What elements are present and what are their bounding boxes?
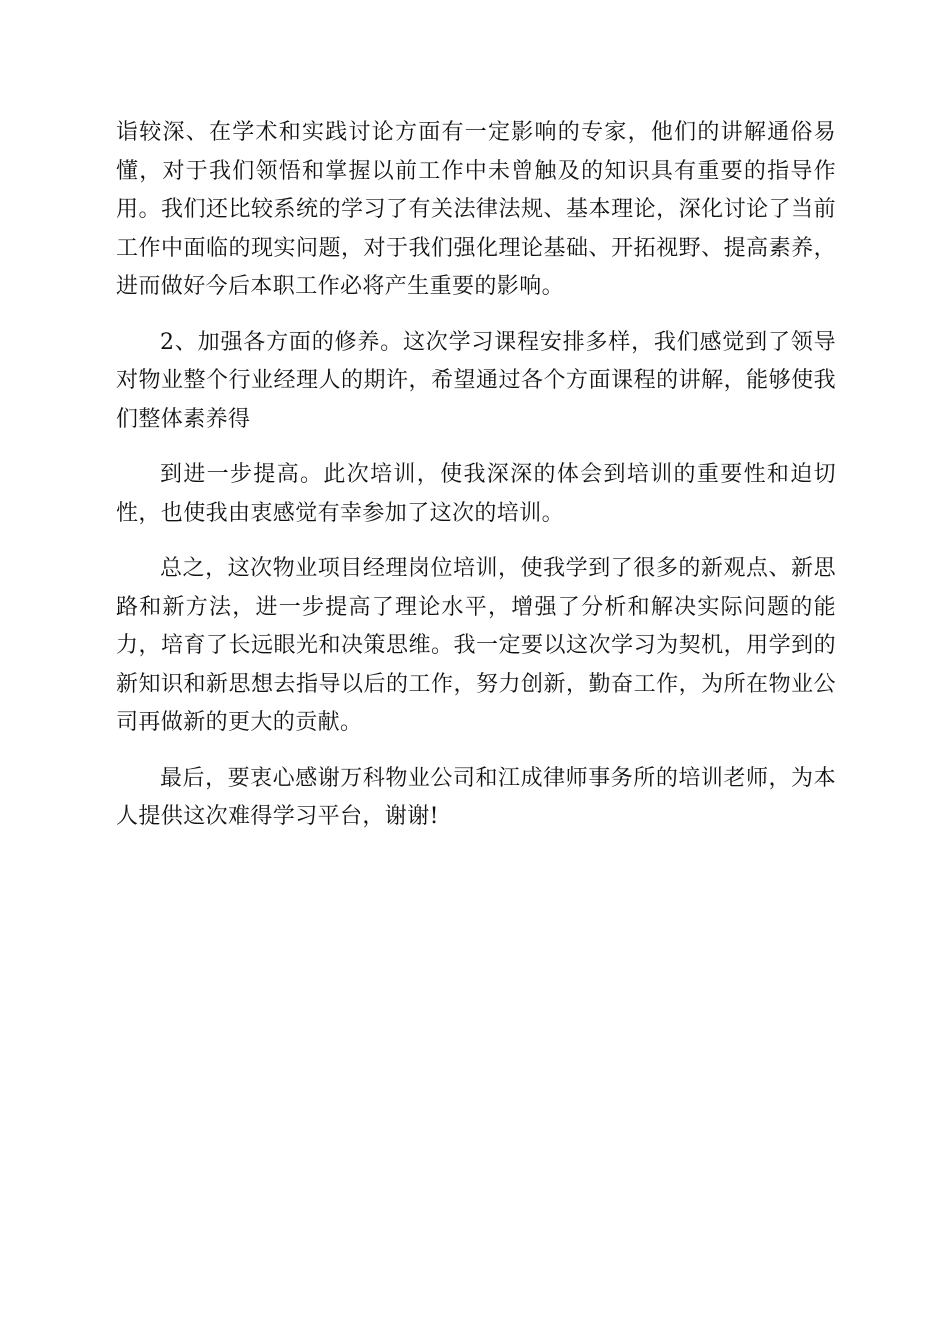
- document-body: [116, 114, 836, 837]
- paragraph-summary: 总之，这次物业项目经理岗位培训，使我学到了很多的新观点、新思路和新方法，进一步提高了理论水平，增强了分析和解决实际问题的能力，培育了长远眼光和决策思维。我一定要以这次学习为契机，用学到的新知识和新思想去指导以后的工作，努力创新，勤奋工作，为所在物业公司再做新的更大的贡献。: [116, 556, 836, 735]
- paragraph-continuation: 诣较深、在学术和实践讨论方面有一定影响的专家，他们的讲解通俗易懂，对于我们领悟和掌握以前工作中未曾触及的知识具有重要的指导作用。我们还比较系统的学习了有关法律法规、基本理论，深化讨论了当前工作中面临的现实问题，对于我们强化理论基础、开拓视野、提高素养，进而做好今后本职工作必将产生重要的影响。: [116, 120, 836, 299]
- paragraph-point-2: 2、加强各方面的修养。这次学习课程安排多样，我们感觉到了领导对物业整个行业经理人的期许，希望通过各个方面课程的讲解，能够使我们整体素养得: [116, 329, 836, 432]
- paragraph-training-importance: 到进一步提高。此次培训，使我深深的体会到培训的重要性和迫切性，也使我由衷感觉有幸参加了这次的培训。: [116, 462, 836, 526]
- paragraph-thanks: 最后，要衷心感谢万科物业公司和江成律师事务所的培训老师，为本人提供这次难得学习平台，谢谢!: [116, 765, 836, 829]
